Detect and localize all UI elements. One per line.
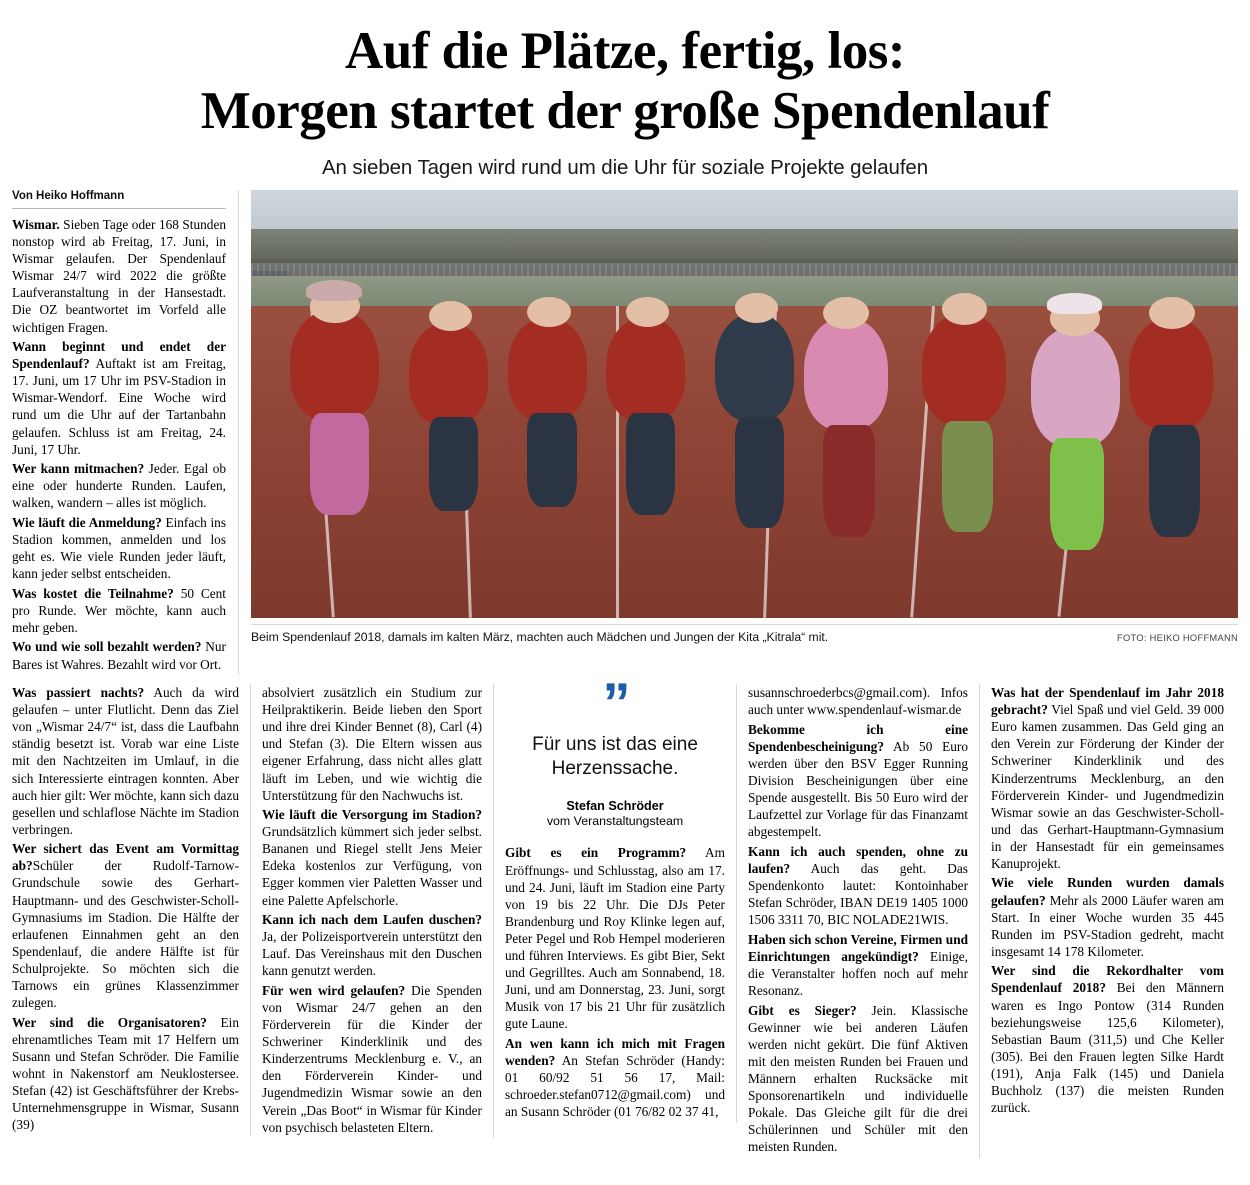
question: Wer sichert das Event am Vormittag ab? — [12, 841, 239, 874]
photo-child — [1129, 318, 1213, 429]
qa-item — [748, 931, 968, 999]
question: Haben sich schon Vereine, Firmen und Einrichtungen angekündigt? — [748, 931, 968, 964]
dateline: Wismar. — [12, 217, 60, 233]
article-column-2 — [12, 684, 251, 1136]
column-6-text — [991, 684, 1224, 1116]
question: Wie viele Runden wurden damals gelaufen? — [991, 875, 1224, 908]
qa-item — [12, 840, 239, 1011]
answer: Einige, die Veranstalter hoffen noch auf mehr Resonanz. — [748, 948, 969, 998]
photo-child-head — [735, 293, 778, 323]
top-area — [12, 190, 1238, 675]
qa-item — [748, 843, 968, 928]
question: Gibt es Sieger? — [748, 1002, 857, 1018]
photo-credit: FOTO: HEIKO HOFFMANN — [1116, 633, 1238, 644]
lead-body: Sieben Tage oder 168 Stunden nonstop wird ab Freitag, 17. Juni, in Wismar gelaufen. Der Spendenlauf Wismar 24/7 wird 2022 die größte Laufveranstaltung in der Hansestadt. Die OZ beantwortet im Vorfeld alle wichtigen Fragen. — [12, 217, 226, 335]
qa-item — [505, 1035, 725, 1120]
qa-item — [748, 1002, 968, 1156]
headline-line-2: Morgen startet der große Spendenlauf — [200, 82, 1050, 141]
headline-block — [12, 24, 1238, 180]
subheadline: An sieben Tagen wird rund um die Uhr für soziale Projekte gelaufen — [321, 156, 929, 180]
photo-child — [606, 318, 685, 421]
qa-item — [748, 721, 968, 841]
answer: Ja, der Polizeisportverein unterstützt den Lauf. Das Vereinshaus mit den Duschen kann genutzt werden. — [262, 929, 482, 979]
photo-caption-row — [251, 624, 1238, 644]
photo-child — [922, 314, 1006, 425]
qa-item — [262, 982, 482, 1136]
article-column-3 — [251, 684, 494, 1138]
question: Wie läuft die Anmeldung? — [12, 514, 162, 530]
question: Was hat der Spendenlauf im Jahr 2018 gebracht? — [991, 685, 1224, 718]
answer: Auch da wird gelaufen – unter Flutlicht. Denn das Ziel von „Wismar 24/7“ ist, dass die Laufbahn ständig besetzt ist. Vorab war eine Liste mit den Nachtzeiten im Umlauf, in die sich Interessierte eintragen konnten. Aber auch hier gilt: Wer möchte, kann sich dazu gesellen und schlaflose Nächte im Stadion verbringen. — [12, 685, 239, 837]
answer: An Stefan Schröder (Handy: 01 60/92 51 56 17, Mail: schroeder.stefan0712@gmail.com) und an Susann Schröder (01 76/82 02 37 41, — [505, 1052, 725, 1120]
pull-quote-role: vom Veranstaltungsteam — [546, 814, 684, 829]
photo-child-legs — [626, 413, 675, 516]
photo-child-head — [527, 297, 570, 327]
question: Was kostet die Teilnahme? — [12, 585, 174, 601]
column-4-text — [505, 844, 725, 1120]
qa-item — [12, 585, 226, 636]
pull-quote-author: Stefan Schröder — [566, 799, 664, 814]
photo-child-legs — [942, 421, 993, 532]
answer: Am Eröffnungs- und Schlusstag, also am 17. und 24. Juni, läuft im Stadion eine Party von 19 bis 22 Uhr. Die DJs Peter Brandenburg und Roy Klinke legen auf, Peter Pegel und Rob Hempel moderieren und führen Interviews. Es gibt Bier, Sekt und Gegrilltes. Auch am Sonnabend, 18. Juni, und am Donnerstag, 23. Juni, sorgt Musik von 17 bis 21 Uhr für zusätzlich gute Laune. — [505, 845, 725, 1032]
qa-item — [991, 962, 1224, 1116]
photo-child — [804, 318, 888, 429]
photo-child-legs — [1149, 425, 1200, 536]
column-5-text — [748, 684, 968, 1155]
photo-child-hat — [1047, 293, 1102, 314]
qa-item — [12, 1014, 239, 1134]
photo-child-legs — [429, 417, 478, 511]
question: Wann beginnt und endet der Spendenlauf? — [12, 339, 226, 372]
answer: Mehr als 2000 Läufer waren am Start. In einer Woche wurden 35 445 Runden im PSV-Stadion gedreht, macht insgesamt 14 178 Kilometer. — [991, 892, 1224, 959]
column-2-text — [12, 684, 239, 1133]
column-1-text — [12, 216, 226, 673]
article-column-1 — [12, 190, 239, 675]
question: Wie läuft die Versorgung im Stadion? — [262, 807, 482, 823]
question: Wer sind die Rekordhalter vom Spendenlauf 2018? — [991, 963, 1224, 996]
qa-item — [262, 806, 482, 908]
paragraph: absolviert zusätzlich ein Studium zur Heilpraktikerin. Beide lieben den Sport und ihre drei Kinder Bennet (8), Carl (4) und Stefan (3). Die Eltern wissen aus eigener Erfahrung, dass nicht alles glatt läuft im Leben, und wie wichtig die Unterstützung für den Nachwuchs ist. — [262, 685, 482, 803]
answer: Bei den Männern waren es Ingo Pontow (314 Runden beziehungsweise 125,6 Kilometer), Sebastian Baum (311,5) und Che Keller (305). Bei den Frauen legten Silke Hardt (191), Anja Falk (145) und Daniela Buchholz (137) die meisten Runden zurück. — [991, 980, 1225, 1115]
article-column-5 — [737, 684, 980, 1158]
answer: Ein ehrenamtliches Team mit 17 Helfern um Susann und Stefan Schröder. Die Familie wohnt in Nakenstorf am Neuklostersee. Stefan (42) ist Geschäftsführer der Krebs-Unternehmensgruppe in Wismar, Susann (39) — [12, 1014, 239, 1133]
question: Was passiert nachts? — [12, 685, 145, 701]
article-column-4 — [494, 671, 737, 1123]
photo-child-hat — [306, 280, 361, 301]
question: Kann ich auch spenden, ohne zu laufen? — [748, 843, 968, 876]
photo-child — [409, 323, 488, 426]
qa-item — [12, 460, 226, 511]
photo-caption: Beim Spendenlauf 2018, damals im kalten März, machten auch Mädchen und Jungen der Kita „Kitrala“ mit. — [251, 630, 829, 645]
question: Für wen wird gelaufen? — [262, 982, 406, 998]
photo-child-head — [1149, 297, 1194, 329]
question: Wer kann mitmachen? — [12, 461, 145, 477]
photo-child-legs — [527, 413, 576, 507]
question: An wen kann ich mich mit Fragen wenden? — [505, 1035, 725, 1068]
answer: 50 Cent pro Runde. Wer möchte, kann auch mehr geben. — [12, 585, 226, 635]
qa-item — [12, 338, 226, 458]
headline-line-1: Auf die Plätze, fertig, los: — [345, 22, 905, 80]
answer: Viel Spaß und viel Geld. 39 000 Euro kamen zusammen. Das Geld ging an den Verein zur Förderung der Kinder der Schweriner Kinderklinik und des Kinderzentrums Mecklenburg, an den Förderverein Kinder- und Jugendmedizin Wismar sowie an das Geschwister-Scholl- und das Gerhart-Hauptmann-Gymnasium in der Hansestadt für ein gemeinsames Kanuprojekt. — [991, 702, 1224, 871]
qa-item — [991, 684, 1224, 872]
question: Bekomme ich eine Spendenbescheinigung? — [748, 721, 968, 754]
qa-item — [12, 638, 226, 672]
photo-child — [290, 310, 379, 421]
qa-item — [12, 514, 226, 582]
pull-quote — [505, 671, 725, 844]
qa-item — [991, 874, 1224, 959]
question: Gibt es ein Programm? — [505, 845, 687, 861]
answer: Jein. Klassische Gewinner wie bei anderen Läufen werden nicht gekürt. Die fünf Aktiven mit den meisten Runden bei Frauen und Männern erhalten Rucksäcke mit Sponsorenartikeln und individuelle Pokale. Das Gleiche gilt für die drei Schülerinnen und Schüler mit den meisten Runden. — [748, 1002, 968, 1155]
qa-item — [12, 684, 239, 838]
photo-child — [715, 314, 794, 421]
answer: Auftakt ist am Freitag, 17. Juni, um 17 Uhr im PSV-Stadion in Wismar-Wendorf. Eine Woche wird rund um die Uhr auf der Tartanbahn gelaufen. Schluss ist am Freitag, 24. Juni, 17 Uhr. — [12, 356, 226, 457]
lower-columns — [12, 671, 1238, 1158]
answer: Nur Bares ist Wahres. Bezahlt wird vor Ort. — [12, 639, 226, 672]
paragraph-lead — [12, 216, 226, 336]
article-column-6 — [980, 684, 1224, 1118]
answer: Ab 50 Euro werden über den BSV Egger Running Division Bescheinigungen über eine Spende ausgestellt. Bis 50 Euro wird der Laufzettel zur Vorlage für das Finanzamt abgestempelt. — [748, 738, 968, 840]
quote-mark-icon: ” — [602, 671, 628, 735]
article-photo — [251, 190, 1238, 618]
photo-child-legs — [1050, 438, 1103, 549]
question: Kann ich nach dem Laufen duschen? — [262, 912, 482, 928]
photo-child — [508, 318, 587, 421]
column-3-text — [262, 684, 482, 1136]
byline: Von Heiko Hoffmann — [12, 190, 226, 209]
qa-item — [505, 844, 725, 1032]
photo-child-legs — [310, 413, 369, 516]
answer: Jeder. Egal ob eine oder hunderte Runden. Laufen, walken, wandern – alles ist möglich. — [12, 461, 226, 511]
photo-child — [1031, 327, 1120, 447]
question: Wo und wie soll bezahlt werden? — [12, 639, 202, 655]
answer: Einfach ins Stadion kommen, anmelden und los geht es. Wie viele Runden jeder läuft, kann jeder selbst entscheiden. — [12, 514, 226, 582]
photo-child-legs — [735, 417, 784, 528]
pull-quote-text: Für uns ist das eine Herzenssache. — [532, 733, 698, 780]
answer: Die Spenden von Wismar 24/7 gehen an den Förderverein für die Kinder der Schweriner Kinderklinik und des Kinderzentrums Mecklenburg e. V., an den Förderverein Kinder- und Jugendmedizin Wismar sowie an den Verein „Das Boot“ in Wismar für Kinder von psychisch belasteten Eltern. — [262, 982, 482, 1135]
answer: Grundsätzlich kümmert sich jeder selbst. Bananen und Riegel stellt Jens Meier Edeka kostenlos zur Verfügung, von Egger kommen vier Paletten Wasser und eine Palette Apfelschorle. — [262, 824, 482, 908]
paragraph: susannschroederbcs@gmail.com). Infos auch unter www.spendenlauf-wismar.de — [748, 685, 968, 718]
photo-child-head — [942, 293, 987, 325]
question: Wer sind die Organisatoren? — [12, 1014, 207, 1030]
answer: Schüler der Rudolf-Tarnow-Grundschule sowie des Gerhart-Hauptmann- und des Geschwister-Scholl-Gymnasiums im Stadion. Die Hälfte der erlaufenen Einnahmen geht an den Spendenlauf, die andere Hälfte ist für Schulprojekte. So möchten sich die Tarnows ein grünes Klassenzimmer zulegen. — [12, 858, 239, 1011]
photo-area — [239, 190, 1238, 644]
qa-item — [262, 911, 482, 979]
photo-child-legs — [823, 425, 874, 536]
photo-child-head — [823, 297, 868, 329]
answer: Auch das geht. Das Spendenkonto lautet: Kontoinhaber Stefan Schröder, IBAN DE19 1405 1000 1506 3311 70, BIC NOLADE21WIS. — [748, 860, 968, 928]
